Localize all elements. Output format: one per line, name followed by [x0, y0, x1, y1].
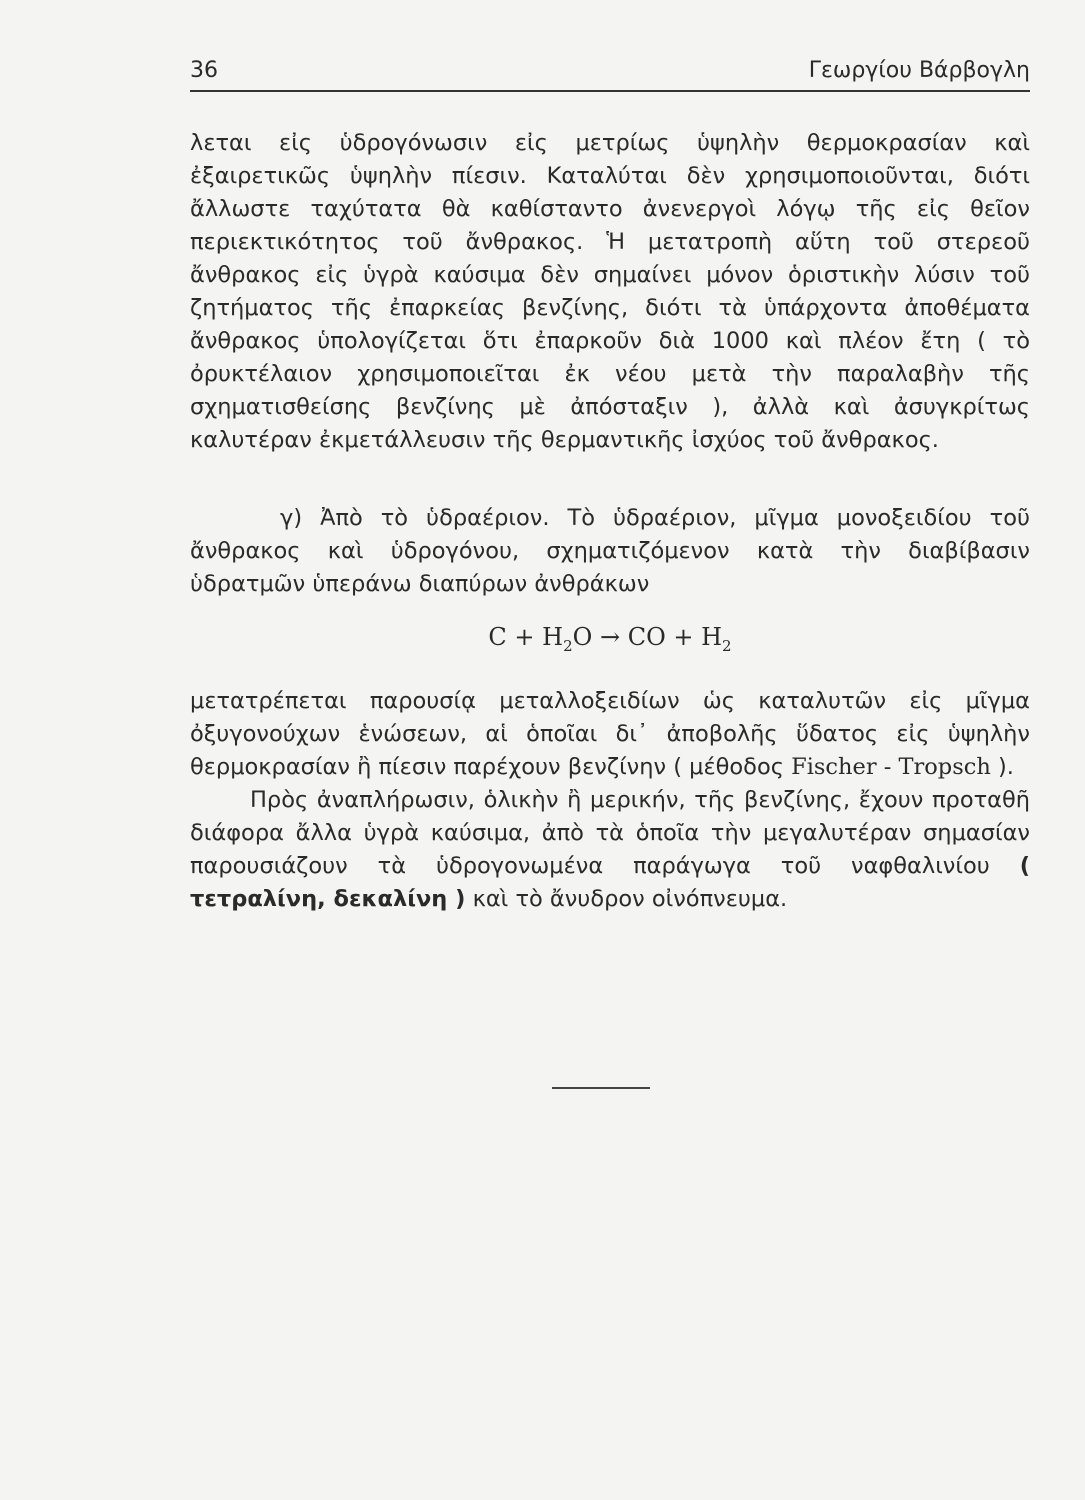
paragraph-3 [190, 685, 1030, 784]
paragraph-2-text: Τὸ ὑδραέριον, μῖγμα μονοξειδίου τοῦ ἄνθρακος καὶ ὑδρογόνου, σχηματιζόμενον κατὰ τὴν διαβίβασιν ὑδρατμῶν ὑπεράνω διαπύρων ἀνθράκων [190, 505, 1030, 597]
paragraph-2 [190, 502, 1030, 601]
paragraph-4 [190, 784, 1030, 916]
formula-lhs-b: O [572, 623, 593, 651]
page-header [190, 50, 1030, 92]
formula-lhs-a: C + H [488, 623, 564, 651]
body-text [190, 127, 1030, 916]
method-name: Fischer - Tropsch [791, 753, 991, 780]
paragraph-4-text: Πρὸς ἀναπλήρωσιν, ὁλικὴν ἢ μερικήν, τῆς βενζίνης, ἔχουν προταθῆ διάφορα ἄλλα ὑγρὰ καύσιμα, ἀπὸ τὰ ὁποῖα τὴν μεγαλυτέραν σημασίαν παρουσιάζουν τὰ ὑδρογονωμένα παράγωγα τοῦ ναφθαλινίου [190, 786, 1030, 879]
bold-terms: ( τετραλίνη, δεκαλίνη ) [190, 852, 1030, 912]
chemical-equation [190, 621, 1030, 663]
page-number: 36 [190, 58, 218, 83]
formula-lhs-subscript: 2 [563, 636, 573, 655]
paragraph-3-close: ). [990, 753, 1014, 780]
paragraph-1: λεται εἰς ὑδρογόνωσιν εἰς μετρίως ὑψηλὴν θερμοκρασίαν καὶ ἐξαιρετικῶς ὑψηλὴν πίεσιν. Καταλύται δὲν χρησιμοποιοῦνται, διότι ἄλλωστε ταχύτατα θὰ καθίσταντο ἀνενεργοὶ λόγῳ τῆς εἰς θεῖον περιεκτικότητος τοῦ ἄνθρακος. Ἡ μετατροπὴ αὕτη τοῦ στερεοῦ ἄνθρακος εἰς ὑγρὰ καύσιμα δὲν σημαίνει μόνον ὁριστικὴν λύσιν τοῦ ζητήματος τῆς ἐπαρκείας βενζίνης, διότι τὰ ὑπάρχοντα ἀποθέματα ἄνθρακος ὑπολογίζεται ὅτι ἐπαρκοῦν διὰ 1000 καὶ πλέον ἔτη ( τὸ ὀρυκτέλαιον χρησιμοποιεῖται ἐκ νέου μετὰ τὴν παραλαβὴν τῆς σχηματισθείσης βενζίνης μὲ ἀπόσταξιν ), ἀλλὰ καὶ ἀσυγκρίτως καλυτέραν ἐκμετάλλευσιν τῆς θερμαντικῆς ἰσχύος τοῦ ἄνθρακος. [190, 130, 1030, 453]
formula-rhs: CO + H [627, 623, 723, 651]
section-end-rule [552, 1087, 650, 1089]
paragraph-3-text: μετατρέπεται παρουσίᾳ μεταλλοξειδίων ὡς καταλυτῶν εἰς μῖγμα ὀξυγονούχων ἑνώσεων, αἱ ὁποῖαι δι᾽ ἀποβολῆς ὕδατος εἰς ὑψηλὴν θερμοκρασίαν ἢ πίεσιν παρέχουν βενζίνην ( μέθοδος [190, 687, 1030, 780]
running-head: Γεωργίου Βάρβογλη [808, 58, 1030, 83]
section-heading: γ) Ἀπὸ τὸ ὑδραέριον. [280, 505, 550, 531]
reaction-arrow: → [599, 623, 621, 651]
formula-rhs-subscript: 2 [722, 636, 732, 655]
paragraph-4-ending: καὶ τὸ ἄνυδρον οἰνόπνευμα. [465, 885, 788, 912]
